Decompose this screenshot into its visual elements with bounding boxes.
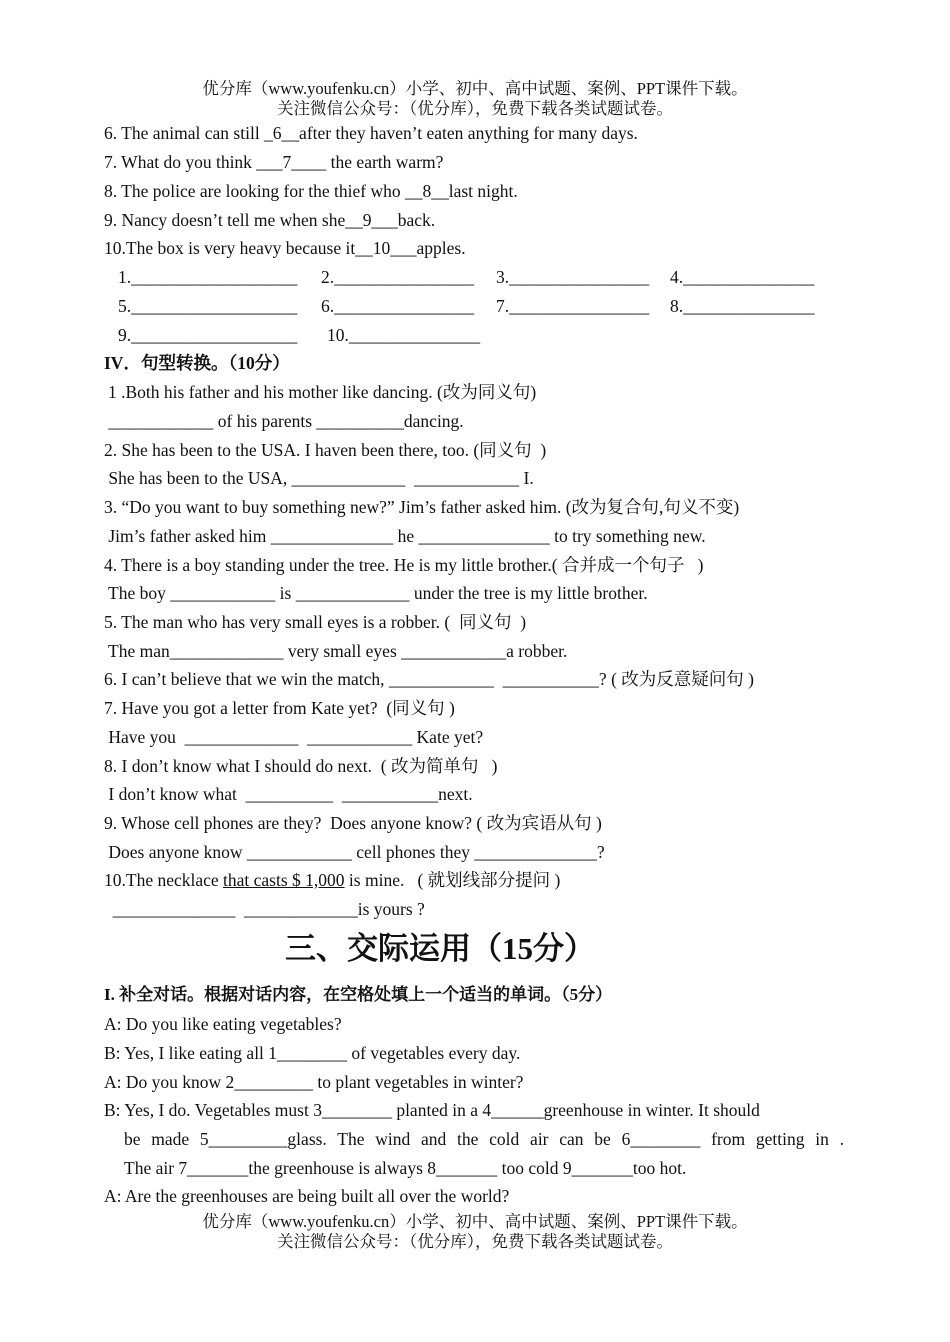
answer-blank-4[interactable]: 4._______________: [670, 267, 815, 287]
dialogue-line-b-2: be made 5_________glass. The wind and the cold air can be 6________ from getting in .: [124, 1129, 844, 1149]
transform-line-10: [104, 869, 560, 891]
transform-line: 7. Have you got a letter from Kate yet? (同义句 ): [104, 698, 455, 718]
answer-blank-7[interactable]: 7.________________: [496, 296, 650, 316]
sentence-10: 10.The box is very heavy because it__10___apples.: [104, 238, 466, 258]
header-line-1: 优分库（www.youfenku.cn）小学、初中、高中试题、案例、PPT课件下载。: [202, 79, 748, 98]
transform-line: 2. She has been to the USA. I haven been there, too. (同义句 ): [104, 440, 547, 460]
footer-line-2: 关注微信公众号：（优分库），免费下载各类试题试卷。: [277, 1232, 673, 1251]
dialogue-line-b-3: The air 7_______the greenhouse is always 8_______ too cold 9_______too hot.: [124, 1158, 687, 1178]
transform-line: 3. “Do you want to buy something new?” Jim’s father asked him. (改为复合句,句义不变): [104, 497, 740, 517]
transform-line: The man_____________ very small eyes ____________a robber.: [104, 641, 568, 661]
transform-line-10-answer: ______________ _____________is yours ?: [104, 899, 425, 919]
answer-blank-1[interactable]: 1.___________________: [118, 267, 298, 287]
answer-blank-10[interactable]: 10._______________: [327, 325, 481, 345]
section-3-title: 三、交际运用（15分）: [285, 931, 595, 966]
dialogue-line-last: A: Are the greenhouses are being built all over the world?: [104, 1186, 510, 1206]
dialogue-line: A: Do you know 2_________ to plant vegetables in winter?: [104, 1072, 524, 1092]
transform-line: She has been to the USA, _____________ ____________ I.: [104, 468, 534, 488]
section-4-heading: IV．句型转换。（10分）: [104, 353, 290, 373]
transform-line: 6. I can’t believe that we win the match, ____________ ___________? ( 改为反意疑问句 ): [104, 669, 754, 689]
transform-line: 1 .Both his father and his mother like dancing. (改为同义句): [108, 382, 537, 402]
answer-blank-6[interactable]: 6.________________: [321, 296, 475, 316]
q10-prefix: 10.The necklace: [104, 870, 224, 890]
footer-line-1: 优分库（www.youfenku.cn）小学、初中、高中试题、案例、PPT课件下载。: [202, 1212, 748, 1231]
q10-suffix: is mine. ( 就划线部分提问 ): [344, 870, 561, 890]
answer-blank-5[interactable]: 5.___________________: [118, 296, 298, 316]
sentence-7: 7. What do you think ___7____ the earth warm?: [104, 152, 444, 172]
answer-blank-9[interactable]: 9.___________________: [118, 325, 298, 345]
dialogue-line-b-1: B: Yes, I do. Vegetables must 3________ planted in a 4______greenhouse in winter. It should: [104, 1100, 760, 1120]
transform-line: 5. The man who has very small eyes is a robber. ( 同义句 ): [104, 612, 527, 632]
section-3-subheading: I. 补全对话。根据对话内容，在空格处填上一个适当的单词。（5分）: [104, 985, 613, 1004]
transform-line: Have you _____________ ____________ Kate yet?: [104, 727, 484, 747]
transform-line: 9. Whose cell phones are they? Does anyone know? ( 改为宾语从句 ): [104, 813, 602, 833]
transform-line: 4. There is a boy standing under the tree. He is my little brother.( 合并成一个句子 ): [104, 555, 704, 575]
transform-line: I don’t know what __________ ___________next.: [104, 784, 473, 804]
sentence-8: 8. The police are looking for the thief who __8__last night.: [104, 181, 518, 201]
answer-blank-2[interactable]: 2.________________: [321, 267, 475, 287]
answer-blank-3[interactable]: 3.________________: [496, 267, 650, 287]
transform-line: Jim’s father asked him ______________ he _______________ to try something new.: [104, 526, 706, 546]
sentence-9: 9. Nancy doesn’t tell me when she__9___back.: [104, 210, 436, 230]
q10-underlined-phrase: that casts $ 1,000: [223, 870, 345, 890]
dialogue-line: B: Yes, I like eating all 1________ of vegetables every day.: [104, 1043, 521, 1063]
transform-line: Does anyone know ____________ cell phones they ______________?: [104, 842, 605, 862]
transform-line: 8. I don’t know what I should do next. ( 改为简单句 ): [104, 756, 498, 776]
dialogue-line: A: Do you like eating vegetables?: [104, 1014, 342, 1034]
transform-line: The boy ____________ is _____________ under the tree is my little brother.: [104, 583, 648, 603]
sentence-6: 6. The animal can still _6__after they haven’t eaten anything for many days.: [104, 123, 638, 143]
transform-line: ____________ of his parents __________dancing.: [104, 411, 464, 431]
answer-blank-8[interactable]: 8._______________: [670, 296, 815, 316]
header-line-2: 关注微信公众号：（优分库），免费下载各类试题试卷。: [277, 99, 673, 118]
